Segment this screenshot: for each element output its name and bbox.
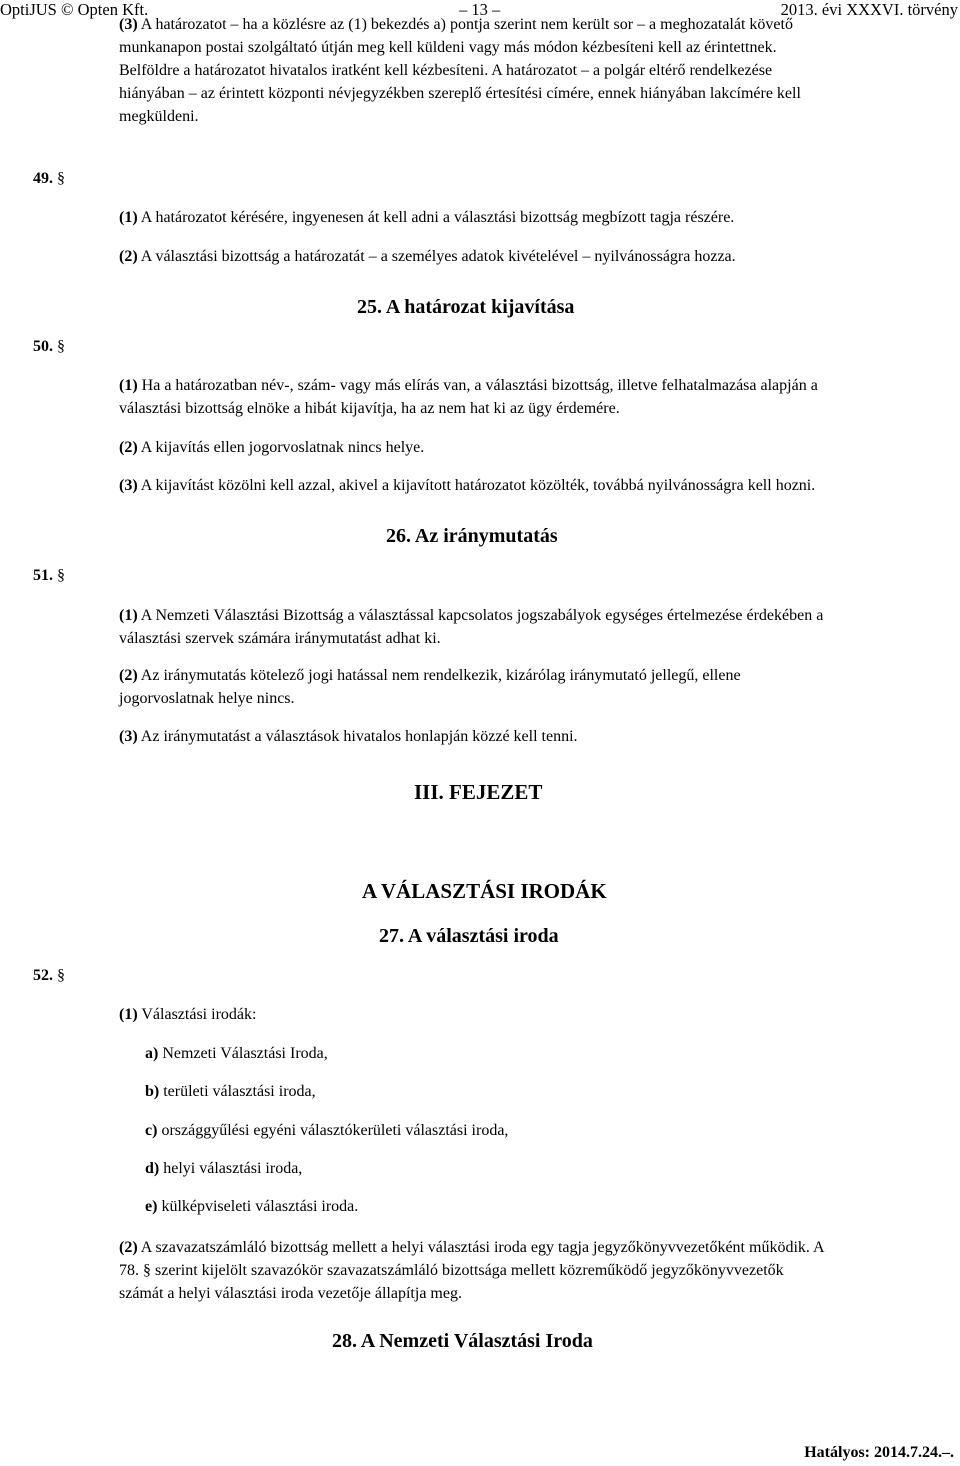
paragraph-52-2	[119, 1236, 945, 1305]
paragraph-number: (2)	[119, 1239, 138, 1256]
paragraph-text: A határozatot kérésére, ingyenesen át kell adni a választási bizottság megbízott tagja részére.	[140, 209, 735, 226]
paragraph-line: 78.	[119, 1262, 139, 1279]
paragraph-number: (3)	[119, 477, 138, 494]
section-link[interactable]: §	[57, 967, 65, 984]
subtitle-28: 28. A Nemzeti Választási Iroda	[332, 1330, 593, 1352]
list-item-text: Nemzeti Választási Iroda,	[162, 1045, 328, 1062]
section-reference-link[interactable]: §	[143, 1262, 151, 1279]
list-item	[145, 1119, 945, 1142]
subtitle-27: 27. A választási iroda	[379, 925, 559, 947]
paragraph-line: választási bizottság elnöke a hibát kijavítja, ha az nem hat ki az ügy érdemére.	[119, 400, 620, 417]
paragraph-text: Az iránymutatást a választások hivatalos honlapján közzé kell tenni.	[140, 728, 578, 745]
header-right: 2013. évi XXXVI. törvény	[780, 0, 958, 19]
paragraph-line: szerint kijelölt szavazókör szavazatszámláló bizottsága mellett közreműködő jegyzőkönyvvezetők	[155, 1262, 784, 1279]
paragraph-text: A választási bizottság a határozatát – a személyes adatok kivételével – nyilvánosságra hozza.	[140, 248, 736, 265]
section-link[interactable]: §	[57, 170, 65, 187]
section-number: 52.	[33, 967, 53, 984]
paragraph-51-1	[119, 604, 945, 650]
list-item-text: országgyűlési egyéni választókerületi választási iroda,	[161, 1122, 509, 1139]
paragraph-number: (1)	[119, 209, 138, 226]
paragraph-number: (3)	[119, 16, 138, 33]
footer-validity: Hatályos: 2014.7.24.–.	[804, 1444, 954, 1461]
paragraph-49-1	[119, 206, 945, 229]
section-51	[33, 566, 65, 586]
chapter-heading: III. FEJEZET	[414, 780, 543, 804]
paragraph-50-1	[119, 374, 945, 420]
paragraph-line: Ha a határozatban név-, szám- vagy más elírás van, a választási bizottság, illetve felhatalmazása alapján a	[141, 377, 818, 394]
paragraph-line: Belföldre a határozatot hivatalos iratként kell kézbesíteni. A határozatot – a polgár eltérő rendelkezése	[119, 62, 773, 79]
list-item-text: külképviseleti választási iroda.	[161, 1198, 359, 1215]
section-link[interactable]: §	[57, 338, 65, 355]
paragraph-51-2	[119, 664, 945, 710]
paragraph-line: A szavazatszámláló bizottság mellett a helyi választási iroda egy tagja jegyzőkönyvvezetőként működik. A	[140, 1239, 825, 1256]
section-52	[33, 966, 65, 986]
chapter-title: A VÁLASZTÁSI IRODÁK	[362, 879, 607, 903]
paragraph-line: számát a helyi választási iroda vezetője állapítja meg.	[119, 1285, 462, 1302]
paragraph-number: (1)	[119, 377, 138, 394]
subtitle-25: 25. A határozat kijavítása	[357, 296, 575, 318]
subtitle-26: 26. Az iránymutatás	[386, 525, 558, 547]
paragraph-line: hiányában – az érintett központi névjegyzékben szereplő értesítési címére, ennek hiányában lakcímére kell	[119, 85, 801, 102]
list-item-mark: a)	[145, 1045, 159, 1062]
header-left: OptiJUS © Opten Kft.	[0, 0, 149, 19]
section-number: 51.	[33, 567, 53, 584]
paragraph-line: A Nemzeti Választási Bizottság a választással kapcsolatos jogszabályok egységes értelmezése érdekében a	[140, 607, 824, 624]
list-item-mark: b)	[145, 1083, 160, 1100]
list-item-mark: e)	[145, 1198, 158, 1215]
section-number: 50.	[33, 338, 53, 355]
page-number: – 13 –	[459, 0, 501, 19]
list-item-mark: d)	[145, 1160, 160, 1177]
paragraph-line: megküldeni.	[119, 108, 199, 125]
section-number: 49.	[33, 170, 53, 187]
paragraph-number: (1)	[119, 1006, 138, 1023]
list-item-text: helyi választási iroda,	[163, 1160, 303, 1177]
paragraph-number: (1)	[119, 607, 138, 624]
paragraph-number: (3)	[119, 728, 138, 745]
list-item	[145, 1157, 945, 1180]
list-item	[145, 1195, 945, 1218]
paragraph-51-3	[119, 725, 945, 748]
paragraph-number: (2)	[119, 439, 138, 456]
paragraph-number: (2)	[119, 248, 138, 265]
paragraph-50-3	[119, 474, 945, 497]
paragraph-number: (2)	[119, 667, 138, 684]
paragraph-50-2	[119, 436, 945, 459]
list-item-text: területi választási iroda,	[163, 1083, 316, 1100]
paragraph-48-3	[119, 13, 945, 128]
paragraph-text: A kijavítást közölni kell azzal, akivel a kijavított határozatot közölték, továbbá nyilvánosságra kell hozni.	[140, 477, 816, 494]
list-item-mark: c)	[145, 1122, 158, 1139]
section-49	[33, 169, 65, 189]
paragraph-line: A határozatot – ha a közlésre az (1) bekezdés a) pontja szerint nem került sor – a meghozatalát követő	[140, 16, 793, 33]
paragraph-line: Az iránymutatás kötelező jogi hatással nem rendelkezik, kizárólag iránymutató jellegű, ellene	[140, 667, 741, 684]
list-item	[145, 1080, 945, 1103]
paragraph-52-1	[119, 1003, 945, 1026]
list-item	[145, 1042, 945, 1065]
paragraph-49-2	[119, 245, 945, 268]
section-link[interactable]: §	[57, 567, 65, 584]
paragraph-line: választási szervek számára iránymutatást adhat ki.	[119, 630, 441, 647]
paragraph-text: A kijavítás ellen jogorvoslatnak nincs helye.	[140, 439, 425, 456]
section-50	[33, 337, 65, 357]
paragraph-text: Választási irodák:	[141, 1006, 257, 1023]
paragraph-line: jogorvoslatnak helye nincs.	[119, 690, 295, 707]
paragraph-line: munkanapon postai szolgáltató útján meg kell küldeni vagy más módon kézbesíteni kell az érintettnek.	[119, 39, 777, 56]
